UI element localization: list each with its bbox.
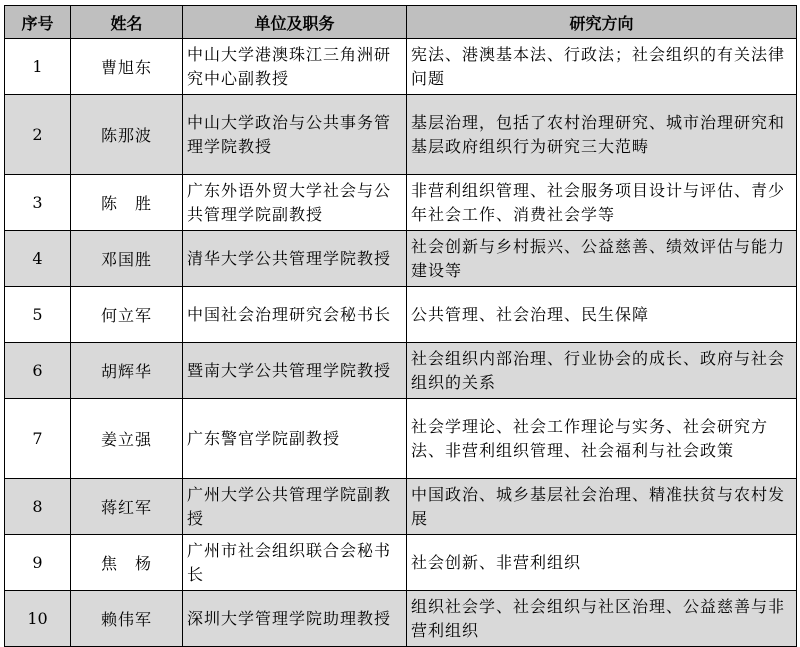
table-row xyxy=(5,39,797,95)
table-row xyxy=(5,591,797,647)
table-row xyxy=(5,175,797,231)
row-direction: 基层治理，包括了农村治理研究、城市治理研究和基层政府组织行为研究三大范畴 xyxy=(407,95,797,175)
experts-table-wrapper xyxy=(4,5,796,647)
header-index: 序号 xyxy=(5,6,71,39)
row-direction: 社会创新与乡村振兴、公益慈善、绩效评估与能力建设等 xyxy=(407,231,797,287)
row-name: 赖伟军 xyxy=(71,591,183,647)
row-index: 1 xyxy=(5,39,71,95)
row-unit: 广东警官学院副教授 xyxy=(183,399,407,479)
row-unit: 广东外语外贸大学社会与公共管理学院副教授 xyxy=(183,175,407,231)
table-row xyxy=(5,95,797,175)
row-name: 陈那波 xyxy=(71,95,183,175)
row-name: 蒋红军 xyxy=(71,479,183,535)
row-unit: 广州市社会组织联合会秘书长 xyxy=(183,535,407,591)
header-unit: 单位及职务 xyxy=(183,6,407,39)
row-direction: 社会创新、非营利组织 xyxy=(407,535,797,591)
row-direction: 组织社会学、社会组织与社区治理、公益慈善与非营利组织 xyxy=(407,591,797,647)
table-row xyxy=(5,479,797,535)
row-index: 7 xyxy=(5,399,71,479)
row-unit: 清华大学公共管理学院教授 xyxy=(183,231,407,287)
row-name: 邓国胜 xyxy=(71,231,183,287)
header-name: 姓名 xyxy=(71,6,183,39)
row-direction: 非营利组织管理、社会服务项目设计与评估、青少年社会工作、消费社会学等 xyxy=(407,175,797,231)
row-unit: 中山大学政治与公共事务管理学院教授 xyxy=(183,95,407,175)
row-unit: 深圳大学管理学院助理教授 xyxy=(183,591,407,647)
row-index: 4 xyxy=(5,231,71,287)
row-name: 姜立强 xyxy=(71,399,183,479)
table-row xyxy=(5,231,797,287)
row-index: 5 xyxy=(5,287,71,343)
row-name: 曹旭东 xyxy=(71,39,183,95)
row-direction: 社会学理论、社会工作理论与实务、社会研究方法、非营利组织管理、社会福利与社会政策 xyxy=(407,399,797,479)
row-name: 陈 胜 xyxy=(71,175,183,231)
table-row xyxy=(5,343,797,399)
row-unit: 中国社会治理研究会秘书长 xyxy=(183,287,407,343)
row-direction: 中国政治、城乡基层社会治理、精准扶贫与农村发展 xyxy=(407,479,797,535)
row-name: 焦 杨 xyxy=(71,535,183,591)
row-direction: 社会组织内部治理、行业协会的成长、政府与社会组织的关系 xyxy=(407,343,797,399)
row-unit: 广州大学公共管理学院副教授 xyxy=(183,479,407,535)
row-direction: 宪法、港澳基本法、行政法；社会组织的有关法律问题 xyxy=(407,39,797,95)
row-unit: 中山大学港澳珠江三角洲研究中心副教授 xyxy=(183,39,407,95)
row-name: 何立军 xyxy=(71,287,183,343)
row-direction: 公共管理、社会治理、民生保障 xyxy=(407,287,797,343)
table-row xyxy=(5,535,797,591)
table-row xyxy=(5,287,797,343)
header-direction: 研究方向 xyxy=(407,6,797,39)
row-index: 9 xyxy=(5,535,71,591)
row-unit: 暨南大学公共管理学院教授 xyxy=(183,343,407,399)
table-row xyxy=(5,399,797,479)
header-row xyxy=(5,6,797,39)
row-index: 2 xyxy=(5,95,71,175)
row-name: 胡辉华 xyxy=(71,343,183,399)
row-index: 6 xyxy=(5,343,71,399)
row-index: 10 xyxy=(5,591,71,647)
row-index: 8 xyxy=(5,479,71,535)
row-index: 3 xyxy=(5,175,71,231)
experts-table xyxy=(4,5,797,647)
